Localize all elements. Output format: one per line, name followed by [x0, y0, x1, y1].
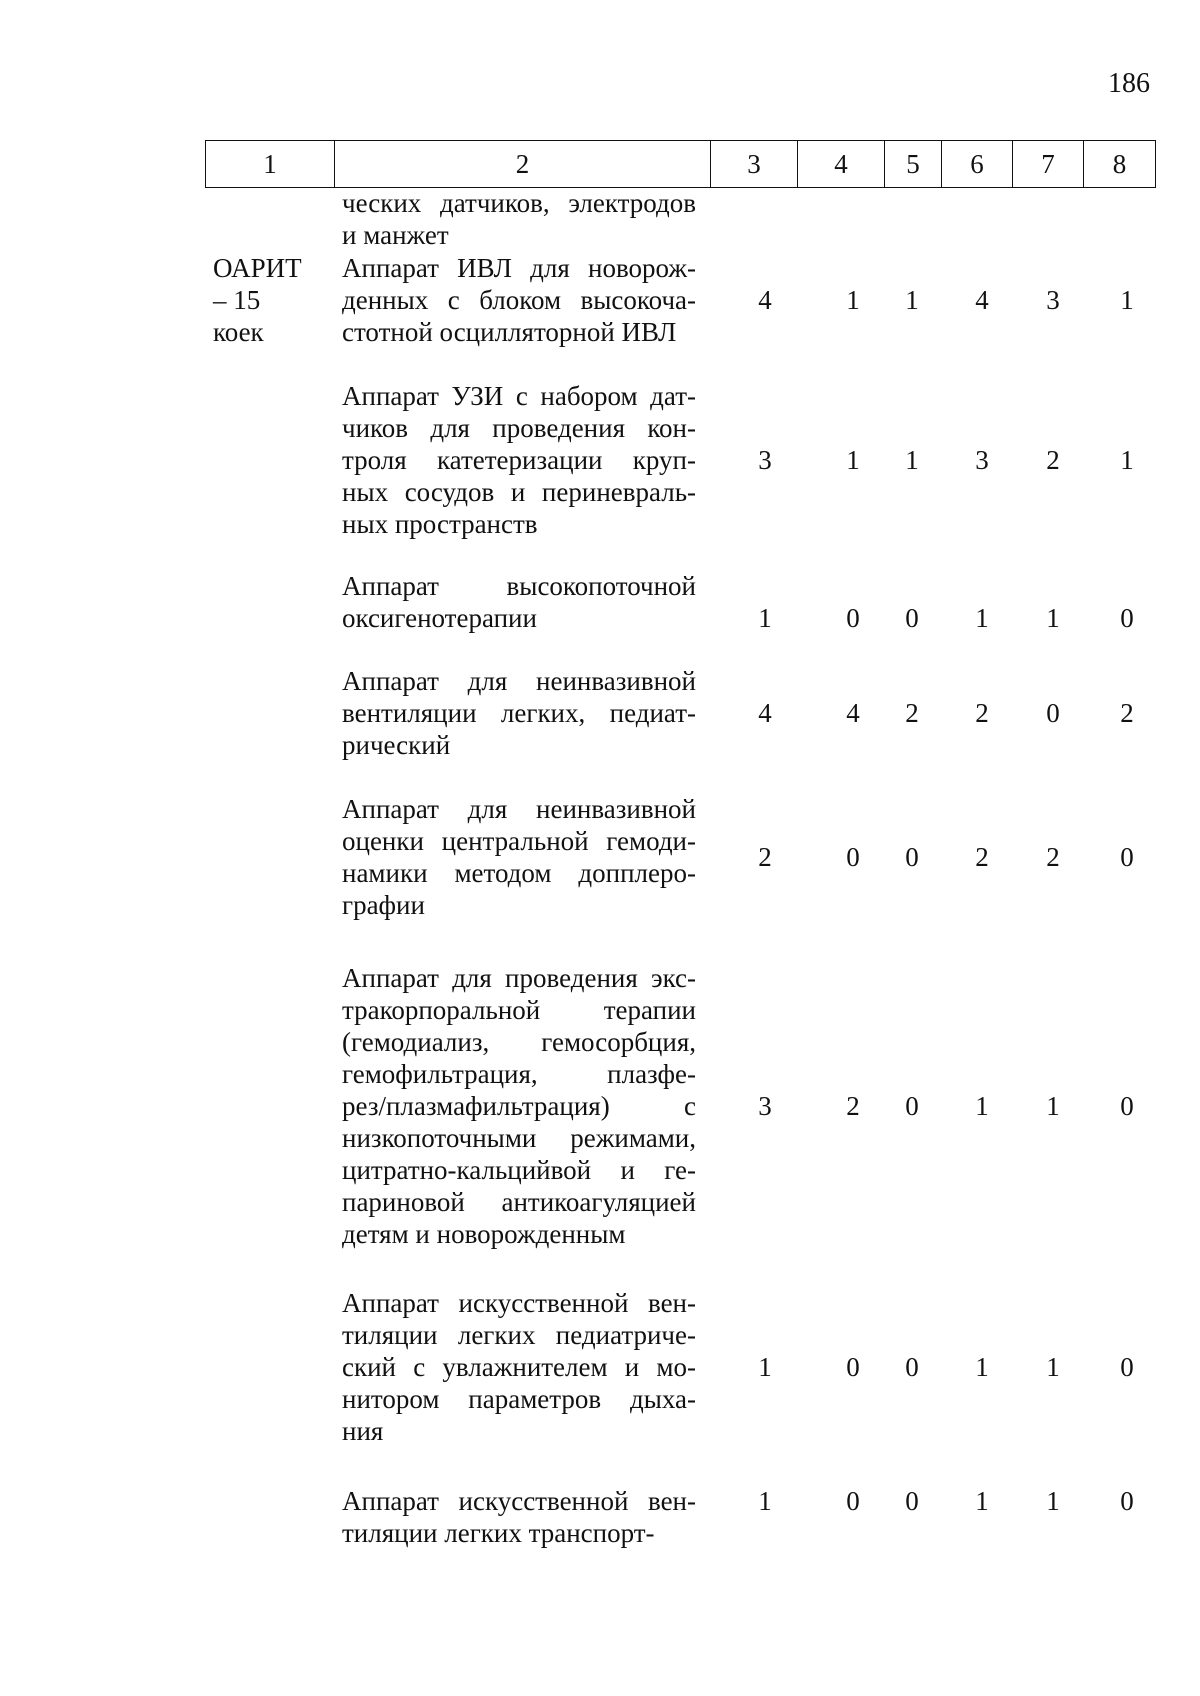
- description-line: и манжет: [342, 220, 449, 250]
- value-col-8: 2: [1120, 698, 1134, 728]
- description-line: ных пространств: [342, 509, 538, 539]
- value-col-7: 1: [1046, 1486, 1060, 1516]
- description-line: тракорпоральной терапии: [342, 995, 696, 1025]
- value-col-6: 1: [975, 603, 989, 633]
- value-col-7: 0: [1046, 698, 1060, 728]
- value-col-5: 0: [905, 1352, 919, 1382]
- value-col-3: 4: [758, 285, 772, 315]
- value-col-4: 0: [846, 842, 860, 872]
- description-line: чиков для проведения кон-: [342, 413, 696, 443]
- column-header-7: 7: [1013, 141, 1084, 188]
- value-col-4: 0: [846, 1352, 860, 1382]
- description-line: рез/плазмафильтрация) с: [342, 1091, 696, 1121]
- page-number: 186: [1108, 68, 1150, 99]
- value-col-3: 3: [758, 1091, 772, 1121]
- description-line: стотной осцилляторной ИВЛ: [342, 317, 677, 347]
- value-col-6: 2: [975, 842, 989, 872]
- value-col-4: 0: [846, 1486, 860, 1516]
- department-beds-count: – 15: [213, 285, 261, 315]
- value-col-4: 1: [846, 285, 860, 315]
- value-col-8: 0: [1120, 842, 1134, 872]
- equipment-description: [342, 1287, 696, 1447]
- value-col-8: 0: [1120, 1352, 1134, 1382]
- value-col-7: 1: [1046, 603, 1060, 633]
- value-col-5: 2: [905, 698, 919, 728]
- description-line: ния: [342, 1416, 384, 1446]
- value-col-6: 2: [975, 698, 989, 728]
- value-col-3: 3: [758, 445, 772, 475]
- value-col-8: 1: [1120, 445, 1134, 475]
- department-cell: [213, 252, 302, 348]
- value-col-5: 1: [905, 285, 919, 315]
- description-line: тиляции легких транспорт-: [342, 1518, 655, 1548]
- value-col-8: 0: [1120, 603, 1134, 633]
- value-col-6: 1: [975, 1352, 989, 1382]
- value-col-5: 0: [905, 603, 919, 633]
- description-line: тиляции легких педиатриче-: [342, 1320, 696, 1350]
- value-col-5: 0: [905, 842, 919, 872]
- value-col-7: 2: [1046, 445, 1060, 475]
- description-line: троля катетеризации круп-: [342, 445, 696, 475]
- value-col-4: 2: [846, 1091, 860, 1121]
- department-beds-unit: коек: [213, 317, 264, 347]
- description-line: Аппарат для неинвазивной: [342, 666, 696, 696]
- description-line: низкопоточными режимами,: [342, 1123, 696, 1153]
- description-line: рический: [342, 730, 451, 760]
- description-line: Аппарат искусственной вен-: [342, 1288, 696, 1318]
- description-line: ных сосудов и периневраль-: [342, 477, 696, 507]
- value-col-7: 2: [1046, 842, 1060, 872]
- value-col-4: 4: [846, 698, 860, 728]
- value-col-3: 1: [758, 1486, 772, 1516]
- value-col-6: 4: [975, 285, 989, 315]
- column-header-4: 4: [798, 141, 885, 188]
- value-col-6: 3: [975, 445, 989, 475]
- description-line: нитором параметров дыха-: [342, 1384, 696, 1414]
- value-col-7: 1: [1046, 1352, 1060, 1382]
- description-line: Аппарат для проведения экс-: [342, 963, 696, 993]
- equipment-description: [342, 1485, 696, 1549]
- department-name: ОАРИТ: [213, 253, 302, 283]
- column-header-1: 1: [206, 141, 335, 188]
- value-col-4: 1: [846, 445, 860, 475]
- column-header-3: 3: [711, 141, 798, 188]
- equipment-description: [342, 570, 696, 634]
- value-col-3: 4: [758, 698, 772, 728]
- column-header-row: [206, 141, 1156, 188]
- value-col-8: 1: [1120, 285, 1134, 315]
- value-col-3: 1: [758, 1352, 772, 1382]
- value-col-6: 1: [975, 1091, 989, 1121]
- equipment-description: [342, 962, 696, 1250]
- description-line: детям и новорожденным: [342, 1219, 626, 1249]
- column-header-2: 2: [335, 141, 711, 188]
- value-col-8: 0: [1120, 1091, 1134, 1121]
- equipment-description: [342, 252, 696, 348]
- value-col-5: 1: [905, 445, 919, 475]
- description-line: денных с блоком высокоча-: [342, 285, 696, 315]
- description-line: цитратно-кальцийвой и ге-: [342, 1155, 696, 1185]
- description-line: ский с увлажнителем и мо-: [342, 1352, 696, 1382]
- value-col-5: 0: [905, 1091, 919, 1121]
- column-header-table: [205, 140, 1156, 188]
- description-line: графии: [342, 890, 425, 920]
- description-line: гемофильтрация, плазфе-: [342, 1059, 696, 1089]
- description-line: Аппарат УЗИ с набором дат-: [342, 381, 696, 411]
- value-col-7: 3: [1046, 285, 1060, 315]
- description-line: (гемодиализ, гемосорбция,: [342, 1027, 696, 1057]
- value-col-8: 0: [1120, 1486, 1134, 1516]
- description-line: вентиляции легких, педиат-: [342, 698, 696, 728]
- equipment-description: [342, 665, 696, 761]
- continued-description: [342, 187, 696, 251]
- description-line: оксигенотерапии: [342, 603, 537, 633]
- column-header-5: 5: [885, 141, 942, 188]
- column-header-8: 8: [1084, 141, 1156, 188]
- equipment-description: [342, 793, 696, 921]
- value-col-6: 1: [975, 1486, 989, 1516]
- description-line: Аппарат искусственной вен-: [342, 1486, 696, 1516]
- description-line: Аппарат для неинвазивной: [342, 794, 696, 824]
- value-col-4: 0: [846, 603, 860, 633]
- value-col-7: 1: [1046, 1091, 1060, 1121]
- description-line: Аппарат высокопоточной: [342, 571, 696, 601]
- description-line: Аппарат ИВЛ для новорож-: [342, 253, 696, 283]
- equipment-description: [342, 380, 696, 540]
- description-line: намики методом допплеро-: [342, 858, 696, 888]
- description-line: оценки центральной гемоди-: [342, 826, 696, 856]
- description-line: ческих датчиков, электродов: [342, 188, 696, 218]
- value-col-5: 0: [905, 1486, 919, 1516]
- column-header-6: 6: [942, 141, 1013, 188]
- value-col-3: 2: [758, 842, 772, 872]
- value-col-3: 1: [758, 603, 772, 633]
- description-line: париновой антикоагуляцией: [342, 1187, 696, 1217]
